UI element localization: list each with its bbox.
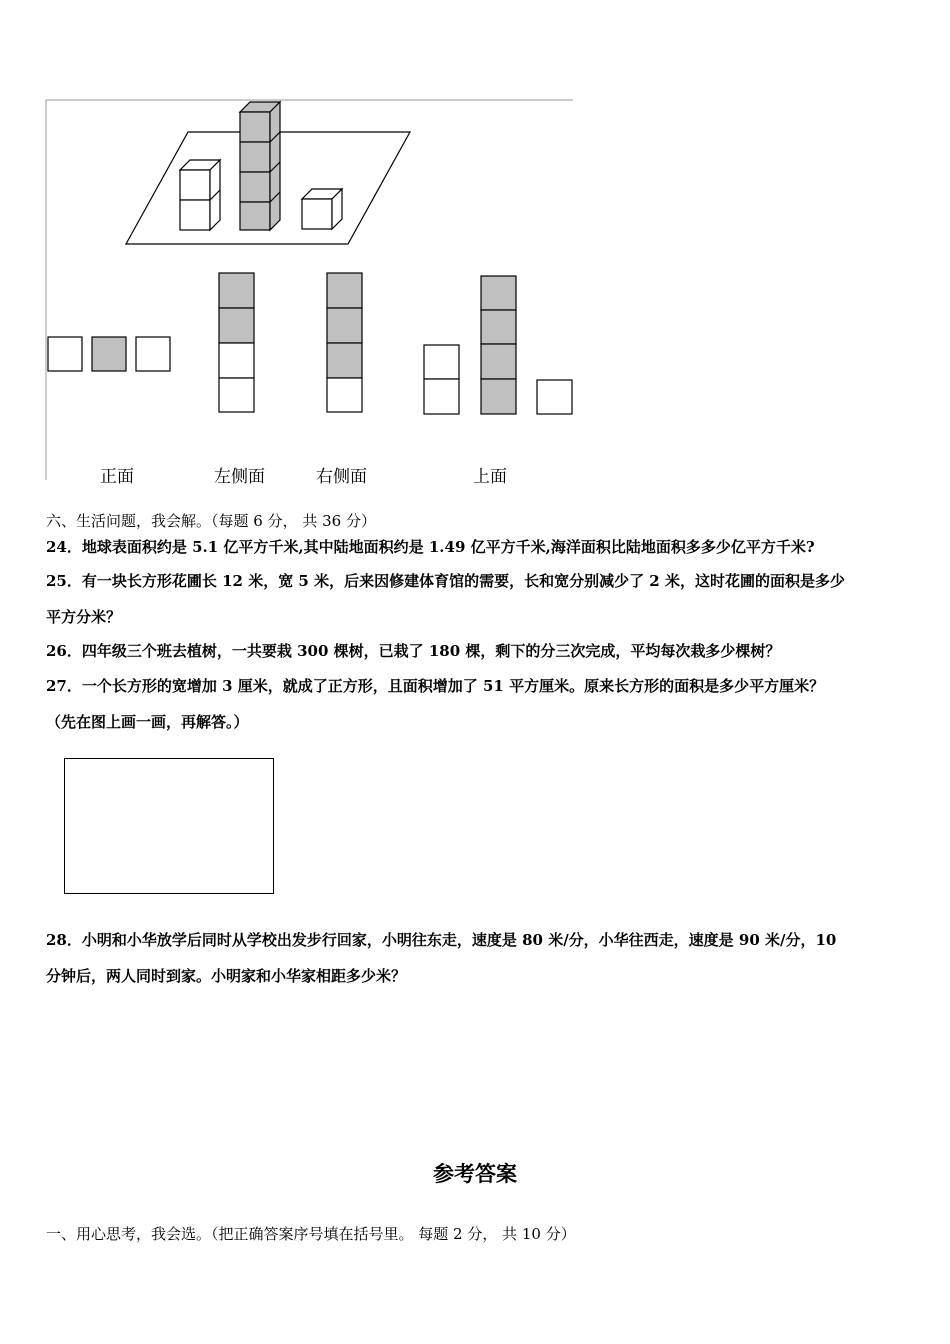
- right-side-view: [327, 273, 362, 412]
- section6-heading: 六、生活问题，我会解。（每题 6 分， 共 36 分）: [46, 512, 376, 530]
- question-28-line1: 28．小明和小华放学后同时从学校出发步行回家，小明往东走，速度是 80 米/分，小华往西走，速度是 90 米/分，10: [46, 931, 837, 949]
- right-view-label: 右侧面: [316, 467, 367, 487]
- question-25-line1: 25．有一块长方形花圃长 12 米，宽 5 米，后来因修建体育馆的需要，长和宽分别减少了 2 米，这时花圃的面积是多少: [46, 572, 845, 590]
- cube-figure-drawing: [0, 0, 950, 500]
- top-view: [424, 276, 572, 414]
- tall-cube-stack: [240, 102, 280, 230]
- front-view-label: 正面: [100, 467, 134, 487]
- answer-key-title: 参考答案: [433, 1161, 517, 1186]
- question-24: 24．地球表面积约是 5.1 亿平方千米,其中陆地面积约是 1.49 亿平方千米,海洋面积比陆地面积多多少亿平方千米?: [46, 538, 815, 556]
- left-cube-stack: [180, 160, 220, 230]
- question-26: 26．四年级三个班去植树，一共要栽 300 棵树，已栽了 180 棵，剩下的分三次完成，平均每次栽多少棵树？: [46, 642, 781, 660]
- question-28-line2: 分钟后，两人同时到家。小明家和小华家相距多少米？: [46, 967, 407, 985]
- cube-views-figure: [0, 0, 950, 500]
- top-view-label: 上面: [473, 467, 507, 487]
- left-view-label: 左侧面: [214, 467, 265, 487]
- question-27-line2: （先在图上画一画，再解答。）: [46, 713, 249, 731]
- question-27-line1: 27．一个长方形的宽增加 3 厘米，就成了正方形，且面积增加了 51 平方厘米。原来长方形的面积是多少平方厘米？: [46, 677, 825, 695]
- answer-section1-heading: 一、用心思考，我会选。（把正确答案序号填在括号里。 每题 2 分， 共 10 分）: [46, 1225, 576, 1243]
- drawing-rectangle: [64, 758, 274, 894]
- question-25-line2: 平方分米？: [46, 608, 122, 626]
- front-view: [48, 337, 170, 371]
- single-cube: [302, 189, 342, 229]
- left-side-view: [219, 273, 254, 412]
